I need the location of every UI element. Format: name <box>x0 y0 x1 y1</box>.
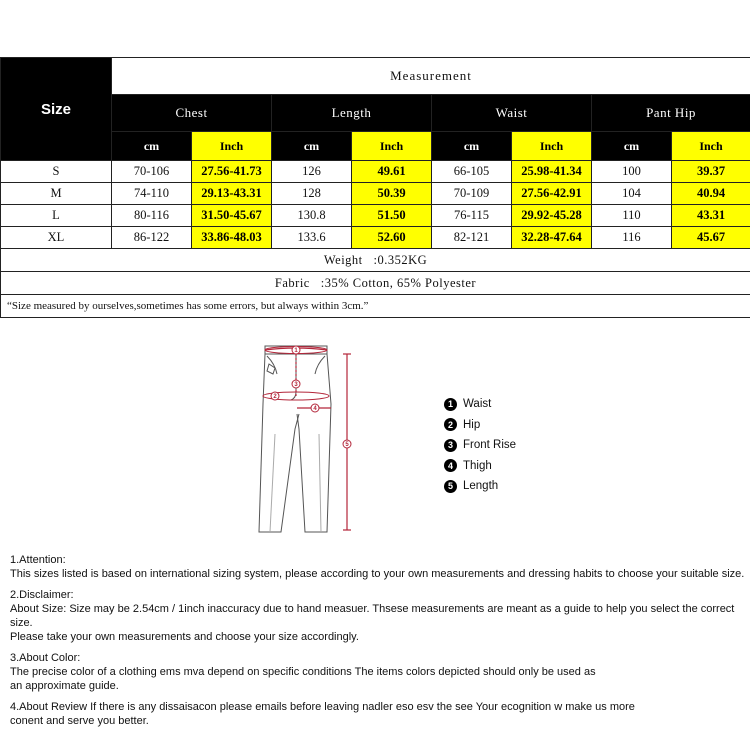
chest-cm-cell: 70-106 <box>112 161 192 183</box>
waist-cm-cell: 66-105 <box>432 161 512 183</box>
waist-inch-cell: 25.98-41.34 <box>512 161 592 183</box>
legend-item-front-rise <box>444 435 516 456</box>
marker-5-label: 5 <box>345 442 349 449</box>
waist-cm-cell: 76-115 <box>432 205 512 227</box>
waist-cm-cell: 82-121 <box>432 227 512 249</box>
measurement-note: “Size measured by ourselves,sometimes has some errors, but always within 3cm.” <box>1 295 750 318</box>
number-4-icon: 4 <box>444 459 457 472</box>
unit-inch-header: Inch <box>192 132 272 161</box>
hip-cm-cell: 100 <box>592 161 672 183</box>
length-cm-cell: 133.6 <box>272 227 352 249</box>
hip-inch-cell: 40.94 <box>672 183 750 205</box>
waist-header: Waist <box>432 95 592 132</box>
chest-cm-cell: 86-122 <box>112 227 192 249</box>
hip-inch-cell: 39.37 <box>672 161 750 183</box>
size-header: Size <box>1 58 112 161</box>
note-title: 2.Disclaimer: <box>10 589 74 601</box>
legend-item-hip <box>444 415 516 436</box>
unit-cm-header: cm <box>272 132 352 161</box>
waist-cm-cell: 70-109 <box>432 183 512 205</box>
unit-cm-header: cm <box>432 132 512 161</box>
pants-diagram <box>255 334 365 534</box>
length-inch-cell: 50.39 <box>352 183 432 205</box>
size-cell: L <box>1 205 112 227</box>
chest-cm-cell: 80-116 <box>112 205 192 227</box>
length-cm-cell: 126 <box>272 161 352 183</box>
length-cm-cell: 130.8 <box>272 205 352 227</box>
hip-inch-cell: 43.31 <box>672 205 750 227</box>
hip-inch-cell: 45.67 <box>672 227 750 249</box>
note-line: 4.About Review If there is any dissaisacon please emails before leaving nadler eso esv the see Your ecognition w make us more <box>10 701 635 713</box>
marker-3-label: 3 <box>294 382 298 389</box>
note-line: Please take your own measurements and choose your size accordingly. <box>10 631 359 643</box>
legend-label: Front Rise <box>463 439 517 452</box>
size-chart-table <box>0 57 750 318</box>
note-title: 3.About Color: <box>10 652 81 664</box>
measurement-header: Measurement <box>112 58 750 95</box>
legend-label: Length <box>463 480 499 493</box>
measurement-lines <box>263 347 351 531</box>
unit-cm-header: cm <box>112 132 192 161</box>
marker-1-label: 1 <box>294 348 298 355</box>
waist-inch-cell: 29.92-45.28 <box>512 205 592 227</box>
note-line: The precise color of a clothing ems mva depend on specific conditions The items colors depicted should only be used as <box>10 666 596 678</box>
table-row <box>1 205 750 227</box>
legend-item-waist <box>444 394 516 415</box>
length-inch-cell: 52.60 <box>352 227 432 249</box>
hip-cm-cell: 110 <box>592 205 672 227</box>
hip-cm-cell: 104 <box>592 183 672 205</box>
chest-header: Chest <box>112 95 272 132</box>
chest-inch-cell: 33.86-48.03 <box>192 227 272 249</box>
pant-hip-header: Pant Hip <box>592 95 750 132</box>
size-cell: XL <box>1 227 112 249</box>
length-header: Length <box>272 95 432 132</box>
unit-inch-header: Inch <box>672 132 750 161</box>
length-inch-cell: 51.50 <box>352 205 432 227</box>
unit-inch-header: Inch <box>352 132 432 161</box>
note-disclaimer <box>10 588 750 644</box>
note-line: This sizes listed is based on international sizing system, please according to your own measurements and dressing habits to choose your suitable size. <box>10 568 745 580</box>
number-5-icon: 5 <box>444 480 457 493</box>
pants-outline <box>259 346 331 532</box>
unit-inch-header: Inch <box>512 132 592 161</box>
number-2-icon: 2 <box>444 418 457 431</box>
chest-inch-cell: 27.56-41.73 <box>192 161 272 183</box>
note-line: conent and serve you better. <box>10 715 149 727</box>
size-cell: S <box>1 161 112 183</box>
note-line: an approximate guide. <box>10 680 119 692</box>
legend-label: Hip <box>463 418 481 431</box>
diagram-legend <box>444 394 516 497</box>
chest-cm-cell: 74-110 <box>112 183 192 205</box>
legend-item-length <box>444 476 516 497</box>
note-attention <box>10 553 750 581</box>
length-inch-cell: 49.61 <box>352 161 432 183</box>
table-row <box>1 183 750 205</box>
note-color <box>10 651 750 693</box>
note-line: About Size: Size may be 2.54cm / 1inch inaccuracy due to hand measuer. Thsese measurements are meant as a guide to help you select the correct size. <box>10 603 735 629</box>
length-cm-cell: 128 <box>272 183 352 205</box>
number-3-icon: 3 <box>444 439 457 452</box>
legend-label: Waist <box>463 398 492 411</box>
table-row <box>1 227 750 249</box>
measurement-markers <box>271 346 351 448</box>
chest-inch-cell: 29.13-43.31 <box>192 183 272 205</box>
weight-row: Weight :0.352KG <box>1 249 750 272</box>
fabric-row: Fabric :35% Cotton, 65% Polyester <box>1 272 750 295</box>
marker-4-label: 4 <box>313 406 317 413</box>
legend-item-thigh <box>444 456 516 477</box>
notes-section <box>10 553 750 735</box>
hip-cm-cell: 116 <box>592 227 672 249</box>
table-row <box>1 161 750 183</box>
size-cell: M <box>1 183 112 205</box>
note-review <box>10 700 750 728</box>
note-title: 1.Attention: <box>10 554 66 566</box>
unit-cm-header: cm <box>592 132 672 161</box>
legend-label: Thigh <box>463 459 492 472</box>
waist-inch-cell: 27.56-42.91 <box>512 183 592 205</box>
waist-inch-cell: 32.28-47.64 <box>512 227 592 249</box>
number-1-icon: 1 <box>444 398 457 411</box>
chest-inch-cell: 31.50-45.67 <box>192 205 272 227</box>
marker-2-label: 2 <box>273 394 277 401</box>
